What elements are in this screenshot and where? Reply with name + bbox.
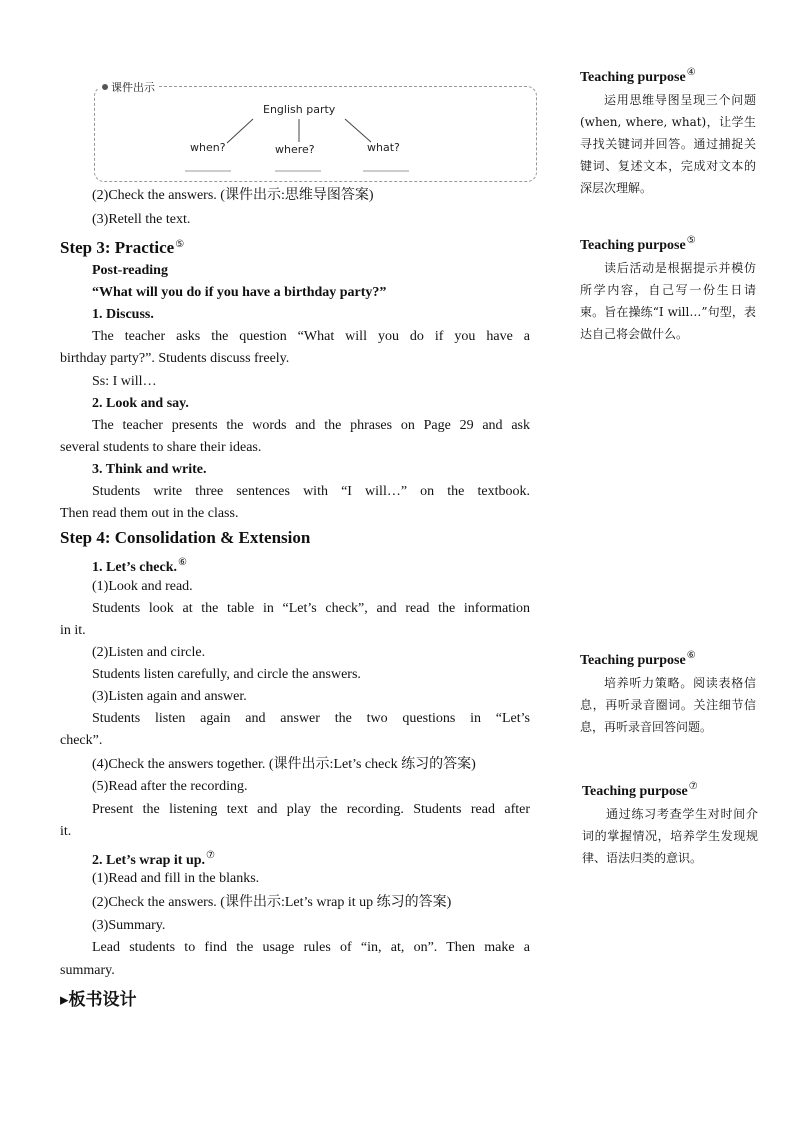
listen-again-line: (3)Listen again and answer. (92, 689, 247, 704)
look-say-line-1: The teacher presents the words and the phrases on Page 29 and ask (92, 418, 530, 433)
discuss-title: 1. Discuss. (92, 307, 154, 322)
diagram-label: 课件出示 (99, 79, 158, 95)
teaching-purpose-5 (580, 230, 756, 345)
present-line-1: Present the listening text and play the recording. Students read after (92, 802, 530, 817)
check-together-line: (4)Check the answers together. (课件出示:Let’s check 练习的答案) (92, 757, 476, 772)
mind-map-branch-what: what? (367, 141, 400, 154)
think-write-title: 3. Think and write. (92, 462, 207, 477)
teaching-purpose-body: 运用思维导图呈现三个问题(when, where, what)，让学生寻找关键词并回答。通过捕捉关键词、复述文本，完成对文本的深层次理解。 (580, 93, 756, 195)
step4-heading: Step 4: Consolidation & Extension (60, 528, 311, 547)
teaching-purpose-body: 培养听力策略。阅读表格信息，再听录音圈词。关注细节信息，再听录音回答问题。 (580, 676, 756, 734)
mind-map-box (94, 81, 537, 182)
summary-line: (3)Summary. (92, 918, 166, 933)
teaching-purpose-7 (582, 776, 758, 869)
check-answers-line: (2)Check the answers. (课件出示:思维导图答案) (92, 188, 374, 203)
listen-circle-line-1: Students listen carefully, and circle the answers. (92, 667, 361, 682)
teaching-purpose-6 (580, 645, 756, 738)
listen-circle-line: (2)Listen and circle. (92, 645, 206, 660)
lead-line-2: summary. (60, 963, 115, 978)
lets-check-title: 1. Let’s check.⑥ (92, 557, 187, 575)
check-wrap-line: (2)Check the answers. (课件出示:Let’s wrap it up 练习的答案) (92, 895, 452, 910)
lead-line-1: Lead students to find the usage rules of “in, at, on”. Then make a (92, 940, 530, 955)
practice-question: “What will you do if you have a birthday party?” (92, 285, 387, 300)
discuss-line-1: The teacher asks the question “What will you do if you have a (92, 329, 530, 344)
retell-line: (3)Retell the text. (92, 212, 191, 227)
ss-line: Ss: I will… (92, 374, 157, 389)
look-read-line-2: in it. (60, 623, 86, 638)
look-say-line-2: several students to share their ideas. (60, 440, 262, 455)
board-design-heading: ▸板书设计 (60, 990, 137, 1009)
discuss-line-2: birthday party?”. Students discuss freely. (60, 351, 290, 366)
step3-heading: Step 3: Practice⑤ (60, 238, 185, 257)
teaching-purpose-title: Teaching purpose⑤ (580, 235, 696, 253)
mind-map-branch-where: where? (275, 143, 315, 156)
look-say-title: 2. Look and say. (92, 396, 189, 411)
teaching-purpose-4 (580, 62, 756, 199)
wrap-title: 2. Let’s wrap it up.⑦ (92, 850, 216, 868)
look-read-line-1: Students look at the table in “Let’s check”, and read the information (92, 601, 530, 616)
read-after-line: (5)Read after the recording. (92, 779, 248, 794)
teaching-purpose-body: 读后活动是根据提示并模仿所学内容，自己写一份生日请柬。旨在操练“I will…”句型，表达自己将会做什么。 (580, 261, 756, 341)
mind-map-branch-when: when? (190, 141, 226, 154)
think-write-line-2: Then read them out in the class. (60, 506, 239, 521)
post-reading-label: Post-reading (92, 263, 168, 278)
mind-map-lines (95, 87, 536, 181)
mind-map-center: English party (263, 103, 336, 116)
think-write-line-1: Students write three sentences with “I will…” on the textbook. (92, 484, 530, 499)
read-fill-line: (1)Read and fill in the blanks. (92, 871, 260, 886)
teaching-purpose-body: 通过练习考查学生对时间介词的掌握情况，培养学生发现规律、语法归类的意识。 (582, 807, 758, 865)
listen-again-line-2: check”. (60, 733, 103, 748)
teaching-purpose-title: Teaching purpose⑥ (580, 650, 696, 668)
teaching-purpose-title: Teaching purpose⑦ (582, 781, 698, 799)
look-read-line: (1)Look and read. (92, 579, 193, 594)
present-line-2: it. (60, 824, 72, 839)
listen-again-line-1: Students listen again and answer the two questions in “Let’s (92, 711, 530, 726)
teaching-purpose-title: Teaching purpose④ (580, 67, 696, 85)
